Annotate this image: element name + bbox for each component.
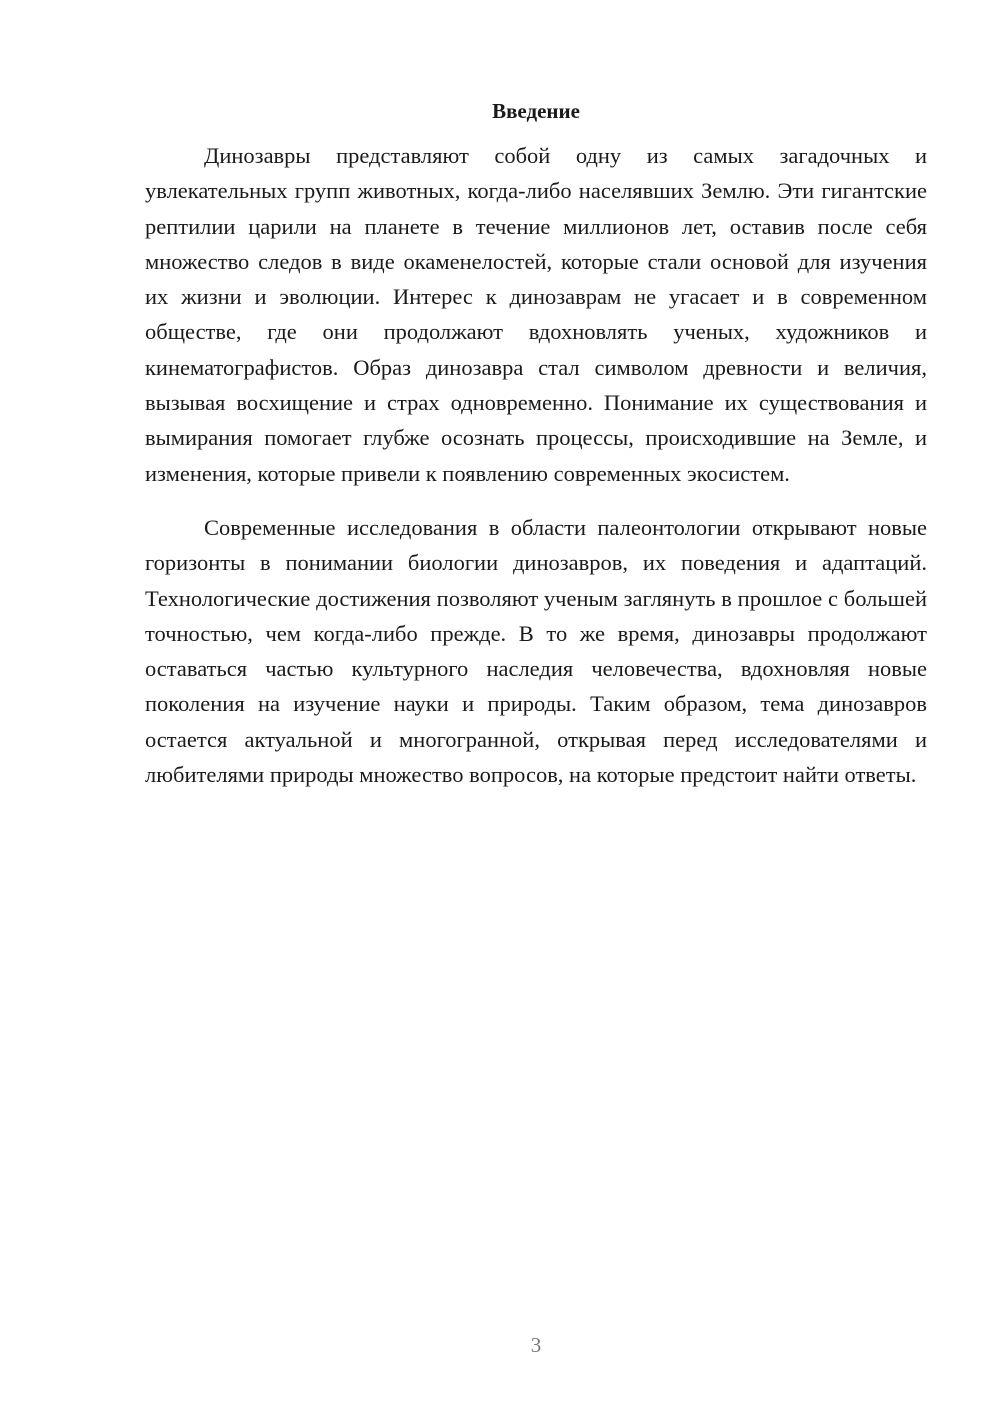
page-number: 3 <box>530 1333 542 1357</box>
paragraph-2: Современные исследования в области палеонтологии открывают новые горизонты в понимании биологии динозавров, их поведения и адаптаций. Технологические достижения позволяют ученым заглянуть в прошлое с большей точностью, чем когда-либо прежде. В то же время, динозавры продолжают оставаться частью культурного наследия человечества, вдохновляя новые поколения на изучение науки и природы. Таким образом, тема динозавров остается актуальной и многогранной, открывая перед исследователями и любителями природы множество вопросов, на которые предстоит найти ответы. <box>145 514 927 788</box>
paragraph-1: Динозавры представляют собой одну из самых загадочных и увлекательных групп животных, когда-либо населявших Землю. Эти гигантские рептилии царили на планете в течение миллионов лет, оставив после себя множество следов в виде окаменелостей, которые стали основой для изучения их жизни и эволюции. Интерес к динозаврам не угасает и в современном обществе, где они продолжают вдохновлять ученых, художников и кинематографистов. Образ динозавра стал символом древности и величия, вызывая восхищение и страх одновременно. Понимание их существования и вымирания помогает глубже осознать процессы, происходившие на Земле, и изменения, которые привели к появлению современных экосистем. <box>145 143 927 486</box>
section-title: Введение <box>492 99 580 123</box>
document-body <box>145 96 927 792</box>
